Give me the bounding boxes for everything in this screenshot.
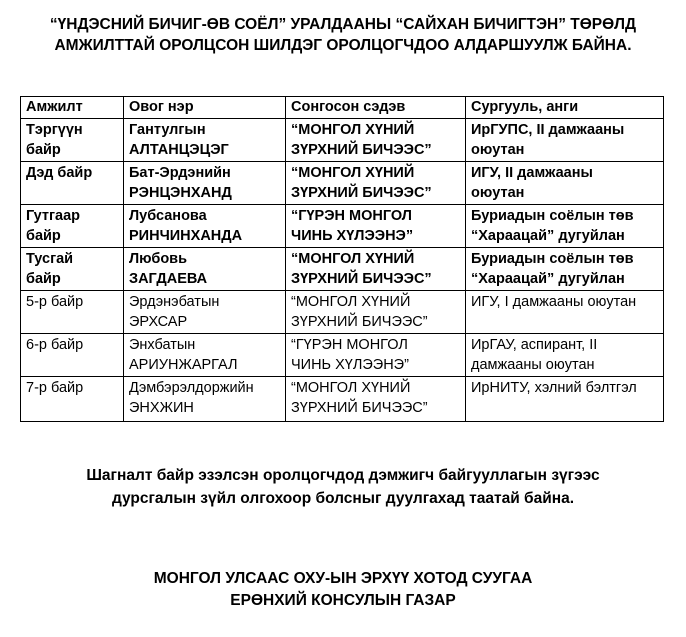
cell-name: Эрдэнэбатын ЭРХСАР: [124, 291, 286, 334]
cell-school: ИрНИТУ, хэлний бэлтгэл: [466, 377, 664, 422]
cell-name: Бат-Эрдэнийн РЭНЦЭНХАНД: [124, 162, 286, 205]
cell-place: Дэд байр: [21, 162, 124, 205]
cell-school: ИрГУПС, II дамжааны оюутан: [466, 119, 664, 162]
cell-place: 7-р байр: [21, 377, 124, 422]
awards-table: [20, 96, 664, 422]
cell-school: ИрГАУ, аспирант, II дамжааны оюутан: [466, 334, 664, 377]
header-school: Сургууль, анги: [466, 97, 664, 119]
table-header-row: [21, 97, 664, 119]
cell-topic: “МОНГОЛ ХҮНИЙ ЗҮРХНИЙ БИЧЭЭС”: [286, 291, 466, 334]
header-topic: Сонгосон сэдэв: [286, 97, 466, 119]
cell-place: 6-р байр: [21, 334, 124, 377]
cell-name: Лубсанова РИНЧИНХАНДА: [124, 205, 286, 248]
signature-line-1: МОНГОЛ УЛСААС ОХУ-ЫН ЭРХҮҮ ХОТОД СУУГАА: [153, 570, 533, 587]
table-row: [21, 205, 664, 248]
cell-topic: “МОНГОЛ ХҮНИЙ ЗҮРХНИЙ БИЧЭЭС”: [286, 377, 466, 422]
cell-name: Любовь ЗАГДАЕВА: [124, 248, 286, 291]
cell-place: 5-р байр: [21, 291, 124, 334]
cell-topic: “МОНГОЛ ХҮНИЙ ЗҮРХНИЙ БИЧЭЭС”: [286, 119, 466, 162]
table-row: [21, 162, 664, 205]
cell-topic: “МОНГОЛ ХҮНИЙ ЗҮРХНИЙ БИЧЭЭС”: [286, 162, 466, 205]
cell-name: Дэмбэрэлдоржийн ЭНХЖИН: [124, 377, 286, 422]
table-row: [21, 291, 664, 334]
table-row: [21, 248, 664, 291]
cell-school: ИГУ, II дамжааны оюутан: [466, 162, 664, 205]
cell-place: Гутгаар байр: [21, 205, 124, 248]
cell-place: Тэргүүн байр: [21, 119, 124, 162]
cell-place: Тусгай байр: [21, 248, 124, 291]
table-row: [21, 119, 664, 162]
cell-name: Энхбатын АРИУНЖАРГАЛ: [124, 334, 286, 377]
cell-topic: “ГҮРЭН МОНГОЛ ЧИНЬ ХҮЛЭЭНЭ”: [286, 334, 466, 377]
table-row: [21, 334, 664, 377]
signature-line-2: ЕРӨНХИЙ КОНСУЛЫН ГАЗАР: [230, 592, 456, 609]
closing-line-1: Шагналт байр эзэлсэн оролцогчдод дэмжигч байгууллагын зүгээс: [86, 467, 600, 484]
cell-school: Буриадын соёлын төв “Хараацай” дугуйлан: [466, 205, 664, 248]
cell-topic: “МОНГОЛ ХҮНИЙ ЗҮРХНИЙ БИЧЭЭС”: [286, 248, 466, 291]
cell-school: ИГУ, I дамжааны оюутан: [466, 291, 664, 334]
closing-note: [0, 464, 686, 510]
heading-line-2: АМЖИЛТТАЙ ОРОЛЦСОН ШИЛДЭГ ОРОЛЦОГЧДОО АЛДАРШУУЛЖ БАЙНА.: [54, 37, 632, 54]
page-heading: [0, 14, 686, 56]
table-row: [21, 377, 664, 422]
closing-line-2: дурсгалын зүйл олгохоор болсныг дуулгахад таатай байна.: [111, 490, 575, 507]
cell-school: Буриадын соёлын төв “Хараацай” дугуйлан: [466, 248, 664, 291]
header-achievement: Амжилт: [21, 97, 124, 119]
signature-block: [0, 568, 686, 612]
heading-line-1: “ҮНДЭСНИЙ БИЧИГ-ӨВ СОЁЛ” УРАЛДААНЫ “САЙХАН БИЧИГТЭН” ТӨРӨЛД: [49, 16, 637, 33]
header-name: Овог нэр: [124, 97, 286, 119]
cell-topic: “ГҮРЭН МОНГОЛ ЧИНЬ ХҮЛЭЭНЭ”: [286, 205, 466, 248]
cell-name: Гантулгын АЛТАНЦЭЦЭГ: [124, 119, 286, 162]
